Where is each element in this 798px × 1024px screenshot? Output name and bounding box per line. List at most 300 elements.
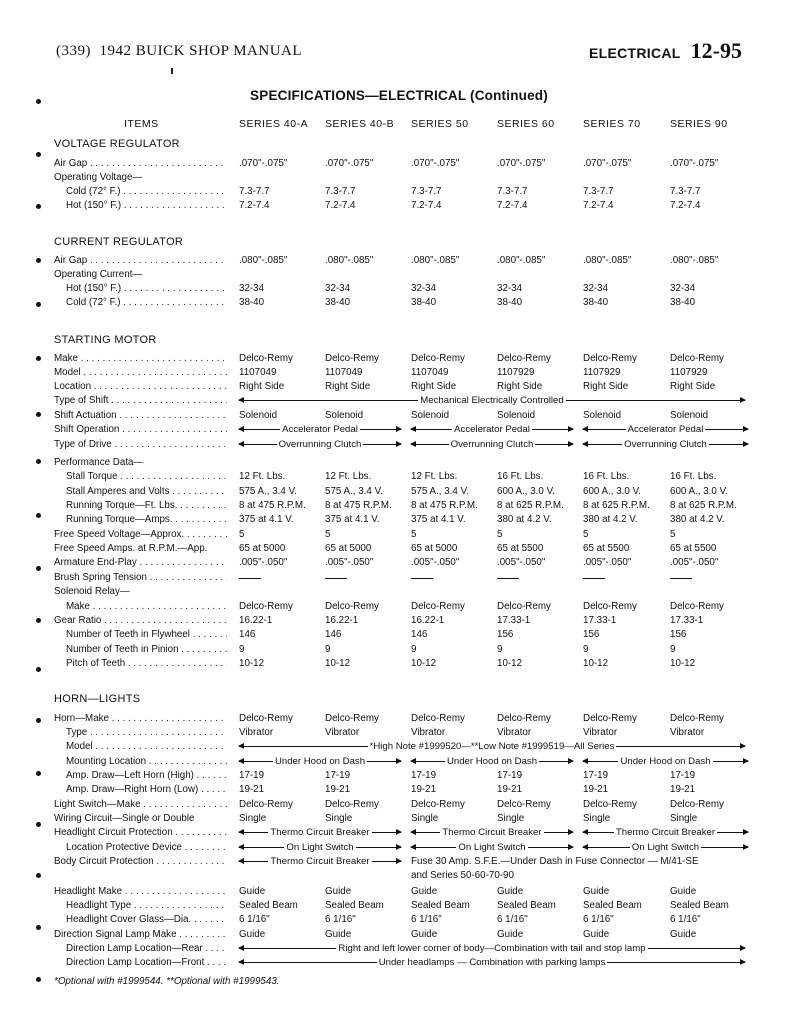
cell: 16.22-1 [325,615,359,626]
cell: 5 [497,529,503,540]
cell: .005"-.050" [239,557,288,568]
row-label-horn-type: Type . . . [66,726,227,739]
row-label-pitch-of-teeth: Pitch of Teeth . . . [66,657,227,670]
row-label-cr-air-gap: Air Gap . . . [54,254,227,267]
manual-title: 1942 BUICK SHOP MANUAL [99,43,303,59]
row-label-vr-hot: Hot (150° F.) . . . [66,199,227,212]
cell: .080"-.085" [325,255,374,266]
cell: 16 Ft. Lbs. [497,471,544,482]
cell: Guide [239,929,266,940]
left-arrow-icon [411,444,449,445]
cell: 5 [325,529,331,540]
span-text: Overrunning Clutch [450,439,534,450]
row-label-shift-operation: Shift Operation . . . [54,423,227,436]
cell: Vibrator [325,727,360,738]
not-applicable-dash [239,578,261,579]
cell: .070"-.075" [497,158,546,169]
cell: Delco-Remy [325,353,379,364]
cell: Guide [411,886,438,897]
not-applicable-dash [583,578,605,579]
right-arrow-icon [705,429,748,430]
span-horn-model [239,740,745,753]
cell: 8 at 625 R.P.M. [670,500,737,511]
column-header-series-90: SERIES 90 [670,118,728,130]
row-label-body-circuit-protection: Body Circuit Protection . . . [54,855,227,868]
cell: Single [239,813,267,824]
not-applicable-dash [670,578,692,579]
cell: Delco-Remy [325,601,379,612]
left-arrow-icon [583,832,614,833]
cell: Delco-Remy [411,713,465,724]
row-label-performance-data: Performance Data— [54,457,144,468]
cell: Solenoid [325,410,364,421]
cell: 19-21 [497,784,523,795]
cell: Single [583,813,611,824]
row-label-teeth-pinion: Number of Teeth in Pinion . . . [66,643,227,656]
left-arrow-icon [411,832,440,833]
cell: .005"-.050" [497,557,546,568]
row-label-horn-model: Model . . . [66,740,227,753]
cell: 575 A., 3.4 V. [325,486,383,497]
cell: 17-19 [411,770,437,781]
cell: 1107049 [239,367,277,378]
cell: .070"-.075" [583,158,632,169]
row-label-stall-torque: Stall Torque . . . [66,470,227,483]
row-label-type-of-drive: Type of Drive . . . [54,438,227,451]
cell: 32-34 [583,283,609,294]
right-arrow-icon [701,847,748,848]
cell: 156 [670,629,687,640]
cell: 146 [411,629,428,640]
cell: 6 1/16" [325,914,356,925]
not-applicable-dash [325,578,347,579]
right-arrow-icon [360,429,401,430]
cell: Single [497,813,525,824]
cell: 8 at 475 R.P.M. [325,500,392,511]
row-label-cr-hot: Hot (150° F.) . . . [66,282,227,295]
span-text: *High Note #1999520—**Low Note #1999519—All Series [369,741,615,752]
binding-hole [36,152,41,157]
cell: .080"-.085" [497,255,546,266]
cell: 7.2-7.4 [670,200,701,211]
row-label-relay-make: Make . . . [66,600,227,613]
cell: Right Side [325,381,371,392]
manual-header-right [589,38,742,64]
section-heading-starting-motor: STARTING MOTOR [54,334,157,346]
row-label-type-of-shift: Type of Shift . . . [54,394,227,407]
cell: 10-12 [583,658,609,669]
row-label-gear-ratio: Gear Ratio . . . [54,614,227,627]
cell: 375 at 4.1 V. [411,514,466,525]
cell: 32-34 [497,283,523,294]
span-text: Right and left lower corner of body—Combination with tail and stop lamp [338,943,646,954]
footnote: *Optional with #1999544. **Optional with #1999543. [54,976,280,987]
left-arrow-icon [583,444,622,445]
cell: Right Side [497,381,543,392]
cell: Delco-Remy [583,601,637,612]
binding-hole [36,977,41,982]
cell: Solenoid [239,410,278,421]
cell: 1107929 [497,367,535,378]
left-arrow-icon [239,400,418,401]
cell: 600 A., 3.0 V. [583,486,641,497]
cell: Delco-Remy [239,601,293,612]
left-arrow-icon [239,861,268,862]
cell: Delco-Remy [583,713,637,724]
span-location-protective-1 [239,841,401,854]
section-heading-current-regulator: CURRENT REGULATOR [54,236,184,248]
cell: .070"-.075" [411,158,460,169]
cell: Delco-Remy [411,799,465,810]
binding-hole [36,667,41,672]
cell: Sealed Beam [583,900,642,911]
binding-hole [36,459,41,464]
cell: Vibrator [497,727,532,738]
row-label-brush-spring-tension: Brush Spring Tension . . . [54,571,227,584]
span-text: Accelerator Pedal [627,424,704,435]
cell: 65 at 5000 [411,543,458,554]
span-text: Mechanical Electrically Controlled [420,395,564,406]
binding-hole [36,99,41,104]
cell: 380 at 4.2 V. [670,514,725,525]
cell: 9 [411,644,417,655]
cell: 10-12 [497,658,523,669]
span-text: Thermo Circuit Breaker [615,827,716,838]
cell: 5 [239,529,245,540]
cell: Sealed Beam [411,900,470,911]
cell: 38-40 [670,297,696,308]
span-body-circuit [239,855,401,868]
cell: .005"-.050" [583,557,632,568]
cell: Right Side [239,381,285,392]
cell: 17-19 [325,770,351,781]
row-label-amp-draw-left: Amp. Draw—Left Horn (High) . . . [66,769,227,782]
cell: Delco-Remy [583,353,637,364]
cell: Guide [497,929,524,940]
right-arrow-icon [717,832,748,833]
span-text: Accelerator Pedal [454,424,530,435]
cell: 9 [239,644,245,655]
row-label-operating-current: Operating Current— [54,269,143,280]
cell: Sealed Beam [239,900,298,911]
row-label-armature-end-play: Armature End-Play . . . [54,556,227,569]
binding-hole [36,771,41,776]
row-label-direction-signal-lamp-make: Direction Signal Lamp Make . . . [54,928,227,941]
cell: 7.3-7.7 [670,186,701,197]
span-location-protective-3 [583,841,748,854]
cell: Guide [239,886,266,897]
binding-hole [36,618,41,623]
left-arrow-icon [411,429,452,430]
cell: 7.2-7.4 [497,200,528,211]
span-text: Accelerator Pedal [282,424,358,435]
cell: 1107049 [411,367,449,378]
right-arrow-icon [532,429,573,430]
binding-hole [36,718,41,723]
cell: Right Side [583,381,629,392]
binding-hole [36,412,41,417]
row-label-vr-air-gap: Air Gap . . . [54,157,227,170]
cell: Solenoid [670,410,709,421]
cell: Guide [670,886,697,897]
cell: Delco-Remy [325,799,379,810]
cell: 16 Ft. Lbs. [583,471,630,482]
cell: 600 A., 3.0 V. [497,486,555,497]
span-mounting-location-2 [411,755,573,768]
cell: 7.3-7.7 [411,186,442,197]
cell: 16.22-1 [239,615,273,626]
cell: 5 [583,529,589,540]
print-mark [171,68,173,74]
span-headlight-circuit-2 [411,826,573,839]
row-label-horn-make: Horn—Make . . . [54,712,227,725]
cell: Delco-Remy [239,799,293,810]
cell: 16.22-1 [411,615,445,626]
span-text: Thermo Circuit Breaker [442,827,542,838]
left-arrow-icon [239,444,277,445]
binding-hole [36,204,41,209]
right-arrow-icon [616,746,745,747]
cell: 7.2-7.4 [583,200,614,211]
row-label-free-speed-voltage: Free Speed Voltage—Approx. . . . [54,528,227,541]
cell: Delco-Remy [497,601,551,612]
span-text: Thermo Circuit Breaker [270,827,370,838]
cell: 65 at 5500 [670,543,717,554]
span-text: Overrunning Clutch [624,439,707,450]
cell: Delco-Remy [670,601,724,612]
cell: 38-40 [497,297,523,308]
binding-hole [36,822,41,827]
cell: Single [411,813,439,824]
cell: 6 1/16" [497,914,528,925]
cell: 8 at 625 R.P.M. [497,500,564,511]
binding-hole [36,513,41,518]
cell: Delco-Remy [670,713,724,724]
row-label-cr-cold: Cold (72° F.) . . . [66,296,227,309]
right-arrow-icon [648,948,745,949]
cell: Delco-Remy [325,713,379,724]
right-arrow-icon [372,861,401,862]
cell: 32-34 [411,283,437,294]
left-arrow-icon [239,962,377,963]
page-number-right: 12-95 [690,38,742,63]
span-type-of-drive-1 [239,438,401,451]
column-header-series-50: SERIES 50 [411,118,469,130]
cell: Solenoid [411,410,450,421]
cell: 6 1/16" [583,914,614,925]
binding-hole [36,356,41,361]
cell: 32-34 [239,283,265,294]
span-mounting-location-1 [239,755,401,768]
page-number-left: (339) [56,43,91,59]
row-label-direction-lamp-rear: Direction Lamp Location—Rear . . . [66,942,227,955]
cell: 65 at 5500 [497,543,544,554]
cell: 17.33-1 [583,615,617,626]
left-arrow-icon [583,847,630,848]
cell: 19-21 [411,784,437,795]
cell: Guide [670,929,697,940]
cell: 8 at 475 R.P.M. [411,500,478,511]
cell: Vibrator [239,727,274,738]
span-headlight-circuit-3 [583,826,748,839]
cell: 38-40 [325,297,351,308]
right-arrow-icon [713,761,748,762]
span-mounting-location-3 [583,755,748,768]
cell: Vibrator [411,727,446,738]
cell: Solenoid [497,410,536,421]
span-location-protective-2 [411,841,573,854]
cell: 17-19 [583,770,609,781]
row-label-solenoid-relay: Solenoid Relay— [54,586,130,597]
cell: .080"-.085" [411,255,460,266]
row-label-headlight-type: Headlight Type . . . [66,899,227,912]
left-arrow-icon [583,761,618,762]
row-label-sm-model: Model . . . [54,366,227,379]
cell: .070"-.075" [325,158,374,169]
row-label-headlight-circuit-protection: Headlight Circuit Protection . . . [54,826,227,839]
cell: 6 1/16" [239,914,270,925]
left-arrow-icon [239,832,268,833]
cell: 17.33-1 [670,615,704,626]
cell: 600 A., 3.0 V. [670,486,728,497]
cell: Delco-Remy [497,799,551,810]
cell: 156 [583,629,600,640]
span-shift-operation-2 [411,423,573,436]
body-circuit-fuse-text-2: and Series 50-60-70-90 [411,870,514,881]
cell: 5 [670,529,676,540]
cell: .080"-.085" [239,255,288,266]
cell: Vibrator [670,727,705,738]
cell: 19-21 [583,784,609,795]
cell: Right Side [411,381,457,392]
right-arrow-icon [372,832,401,833]
span-text: On Light Switch [631,842,700,853]
right-arrow-icon [566,400,745,401]
row-label-wiring-circuit: Wiring Circuit—Single or Double [54,813,195,824]
column-header-series-60: SERIES 60 [497,118,555,130]
span-direction-lamp-rear [239,942,745,955]
span-text: Overrunning Clutch [278,439,362,450]
row-label-teeth-flywheel: Number of Teeth in Flywheel . . . [66,628,227,641]
cell: Delco-Remy [411,353,465,364]
cell: Delco-Remy [497,353,551,364]
cell: Guide [411,929,438,940]
left-arrow-icon [239,948,336,949]
span-text: Under Hood on Dash [274,756,366,767]
cell: 65 at 5000 [239,543,286,554]
cell: 6 1/16" [670,914,701,925]
cell: 10-12 [411,658,437,669]
section-name: ELECTRICAL [589,45,681,61]
span-text: Under Hood on Dash [620,756,711,767]
left-arrow-icon [411,847,456,848]
cell: 7.3-7.7 [497,186,528,197]
right-arrow-icon [528,847,573,848]
cell: .005"-.050" [325,557,374,568]
cell: 10-12 [239,658,265,669]
cell: 65 at 5500 [583,543,630,554]
right-arrow-icon [539,761,573,762]
cell: 12 Ft. Lbs. [239,471,286,482]
cell: 16 Ft. Lbs. [670,471,717,482]
cell: Guide [497,886,524,897]
cell: Delco-Remy [411,601,465,612]
cell: 375 at 4.1 V. [239,514,294,525]
cell: .005"-.050" [411,557,460,568]
cell: 9 [583,644,589,655]
left-arrow-icon [239,847,284,848]
cell: 17-19 [239,770,265,781]
cell: 38-40 [411,297,437,308]
cell: Delco-Remy [583,799,637,810]
row-label-amp-draw-right: Amp. Draw—Right Horn (Low) . . . [66,783,227,796]
span-direction-lamp-front [239,956,745,969]
cell: Guide [325,929,352,940]
cell: 17.33-1 [497,615,531,626]
span-text: Thermo Circuit Breaker [270,856,370,867]
cell: Guide [583,929,610,940]
cell: 7.3-7.7 [583,186,614,197]
span-text: On Light Switch [286,842,354,853]
cell: Single [670,813,698,824]
row-label-shift-actuation: Shift Actuation . . . [54,409,227,422]
row-label-stall-amperes: Stall Amperes and Volts . . . [66,485,227,498]
span-text: Under Hood on Dash [446,756,538,767]
cell: .005"-.050" [670,557,719,568]
cell: 12 Ft. Lbs. [411,471,458,482]
cell: 7.3-7.7 [325,186,356,197]
manual-header-left [56,43,302,60]
cell: 10-12 [670,658,696,669]
body-circuit-fuse-text: Fuse 30 Amp. S.F.E.—Under Dash in Fuse Connector — M/41-SE [411,856,699,867]
cell: 146 [239,629,256,640]
cell: 9 [497,644,503,655]
cell: 5 [411,529,417,540]
right-arrow-icon [709,444,748,445]
cell: 1107929 [670,367,708,378]
cell: Sealed Beam [497,900,556,911]
not-applicable-dash [411,578,433,579]
row-label-mounting-location: Mounting Location . . . [66,755,227,768]
binding-hole [36,258,41,263]
row-label-running-torque-amps: Running Torque—Amps. . . . [66,513,227,526]
cell: Single [325,813,353,824]
column-header-series-40b: SERIES 40-B [325,118,395,130]
cell: 380 at 4.2 V. [583,514,638,525]
cell: 38-40 [583,297,609,308]
section-heading-horn-lights: HORN—LIGHTS [54,693,141,705]
cell: 65 at 5000 [325,543,372,554]
cell: 7.2-7.4 [411,200,442,211]
right-arrow-icon [367,761,401,762]
column-header-series-70: SERIES 70 [583,118,641,130]
right-arrow-icon [544,832,573,833]
cell: Delco-Remy [497,713,551,724]
not-applicable-dash [497,578,519,579]
cell: .080"-.085" [583,255,632,266]
cell: 17-19 [497,770,523,781]
row-label-light-switch-make: Light Switch—Make . . . [54,798,227,811]
cell: Delco-Remy [670,353,724,364]
cell: Guide [583,886,610,897]
left-arrow-icon [239,429,280,430]
cell: 6 1/16" [411,914,442,925]
span-type-of-drive-2 [411,438,573,451]
column-header-series-40a: SERIES 40-A [239,118,309,130]
cell: Delco-Remy [239,713,293,724]
span-shift-operation-3 [583,423,748,436]
cell: Solenoid [583,410,622,421]
